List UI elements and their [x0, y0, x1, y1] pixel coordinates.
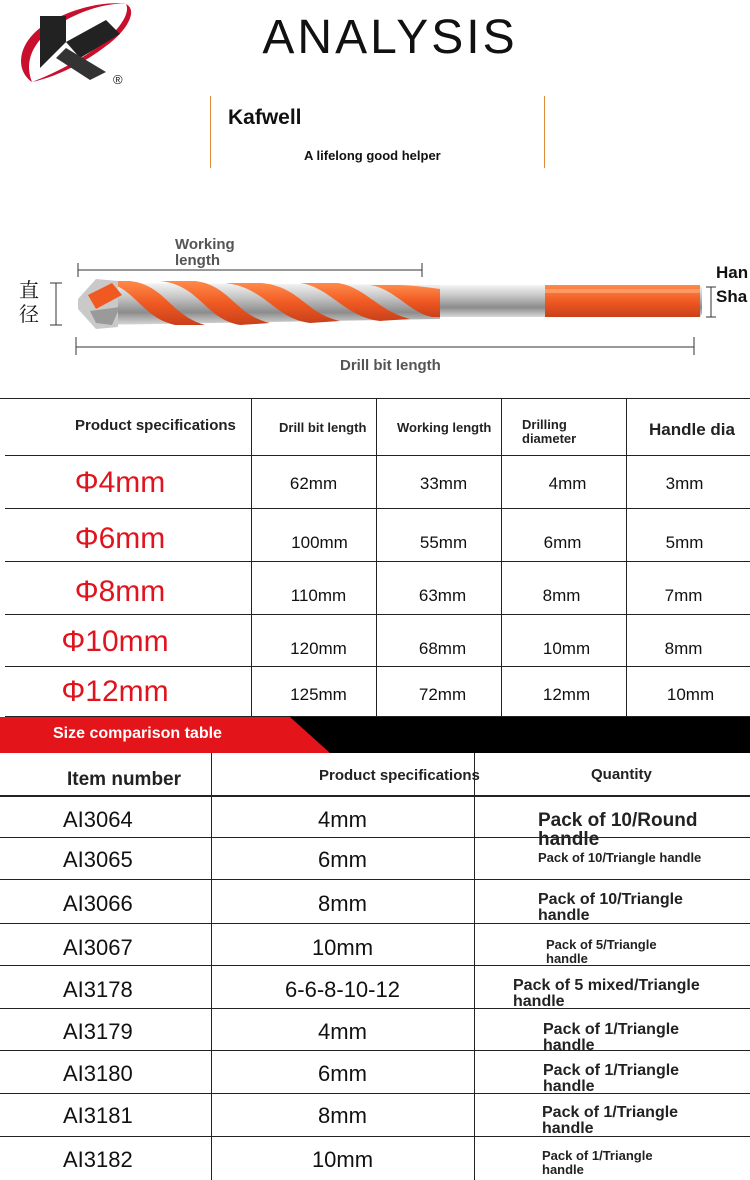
handle-cell: 3mm — [665, 474, 704, 493]
header-drill-bit-length: Drill bit length — [279, 420, 367, 435]
header-item-number: Item number — [67, 769, 182, 790]
spec-cell: Φ4mm — [74, 466, 166, 499]
item-number-cell: AI3182 — [63, 1147, 133, 1172]
length-cell: 62mm — [289, 474, 338, 493]
tagline: A lifelong good helper — [304, 148, 441, 163]
item-number-cell: AI3064 — [63, 807, 133, 832]
header-product-specifications: Product specifications — [75, 417, 236, 434]
item-number-cell: AI3178 — [63, 977, 133, 1002]
quantity-cell: Pack of 10/Triangle handle — [538, 850, 702, 865]
spec-cell: Φ6mm — [74, 522, 166, 555]
length-cell: 100mm — [291, 533, 348, 552]
handle-cell: 10mm — [666, 685, 715, 704]
item-table — [0, 753, 750, 1180]
item-number-cell: AI3180 — [63, 1061, 133, 1086]
spec-cell: Φ10mm — [61, 625, 169, 658]
spec-cell: 6mm — [318, 1061, 367, 1086]
header-product-specifications: Product specifications — [319, 767, 480, 784]
length-cell: 110mm — [290, 586, 347, 605]
drill-bit-illustration — [0, 225, 750, 395]
working-cell: 55mm — [419, 533, 468, 552]
spec-cell: 8mm — [318, 891, 367, 916]
diameter-label: 直径 — [19, 280, 39, 326]
spec-cell: 4mm — [318, 1019, 367, 1044]
quantity-cell: Pack of 1/Triangle handle — [543, 1021, 680, 1054]
page-title: ANALYSIS — [262, 11, 518, 64]
spec-cell: 6mm — [318, 847, 367, 872]
diameter-cell: 4mm — [548, 474, 587, 493]
shank-label: Sha — [716, 287, 748, 306]
length-cell: 125mm — [290, 685, 347, 704]
spec-cell: 10mm — [311, 935, 374, 960]
item-number-cell: AI3066 — [63, 891, 133, 916]
quantity-cell: Pack of 1/Triangle handle — [542, 1104, 679, 1137]
diameter-cell: 6mm — [543, 533, 582, 552]
diameter-cell: 8mm — [542, 586, 581, 605]
working-cell: 72mm — [418, 685, 467, 704]
spec-cell: Φ12mm — [61, 675, 169, 708]
handle-cell: 8mm — [664, 639, 703, 658]
banner-label: Size comparison table — [53, 725, 222, 742]
registered-mark: ® — [113, 72, 123, 87]
item-number-cell: AI3065 — [63, 847, 133, 872]
header-handle-diameter: Handle dia — [649, 420, 735, 439]
quantity-cell: Pack of 1/Triangle handle — [543, 1062, 680, 1095]
quantity-cell: Pack of 5/Triangle handle — [546, 937, 657, 966]
spec-cell: 10mm — [311, 1147, 374, 1172]
header-quantity: Quantity — [591, 766, 652, 783]
brand-box — [210, 96, 545, 168]
quantity-cell: Pack of 1/Triangle handle — [542, 1148, 653, 1177]
working-cell: 63mm — [418, 586, 467, 605]
spec-table — [0, 398, 750, 716]
handle-cell: 5mm — [665, 533, 704, 552]
drill-bit-length-label: Drill bit length — [340, 357, 441, 374]
quantity-cell: Pack of 10/Round handle — [538, 810, 698, 850]
handle-cell: 7mm — [664, 586, 703, 605]
item-number-cell: AI3181 — [63, 1103, 133, 1128]
drill-diagram — [0, 225, 750, 395]
quantity-cell: Pack of 10/Triangle handle — [538, 891, 683, 924]
quantity-cell: Pack of 5 mixed/Triangle handle — [513, 977, 700, 1010]
header-working-length: Working length — [397, 420, 492, 435]
brand-name: Kafwell — [228, 106, 302, 129]
spec-cell: 6-6-8-10-12 — [285, 977, 400, 1002]
diameter-cell: 10mm — [542, 639, 591, 658]
length-cell: 120mm — [290, 639, 347, 658]
working-length-label: Working length — [175, 236, 235, 269]
working-cell: 33mm — [419, 474, 468, 493]
size-comparison-banner — [0, 717, 750, 753]
item-number-cell: AI3179 — [63, 1019, 133, 1044]
item-number-cell: AI3067 — [63, 935, 133, 960]
spec-cell: 8mm — [318, 1103, 367, 1128]
working-cell: 68mm — [418, 639, 467, 658]
diameter-cell: 12mm — [542, 685, 591, 704]
handle-label: Han — [716, 263, 749, 282]
header-drilling-diameter: Drilling diameter — [522, 417, 577, 446]
spec-cell: 4mm — [318, 807, 367, 832]
spec-cell: Φ8mm — [74, 575, 166, 608]
